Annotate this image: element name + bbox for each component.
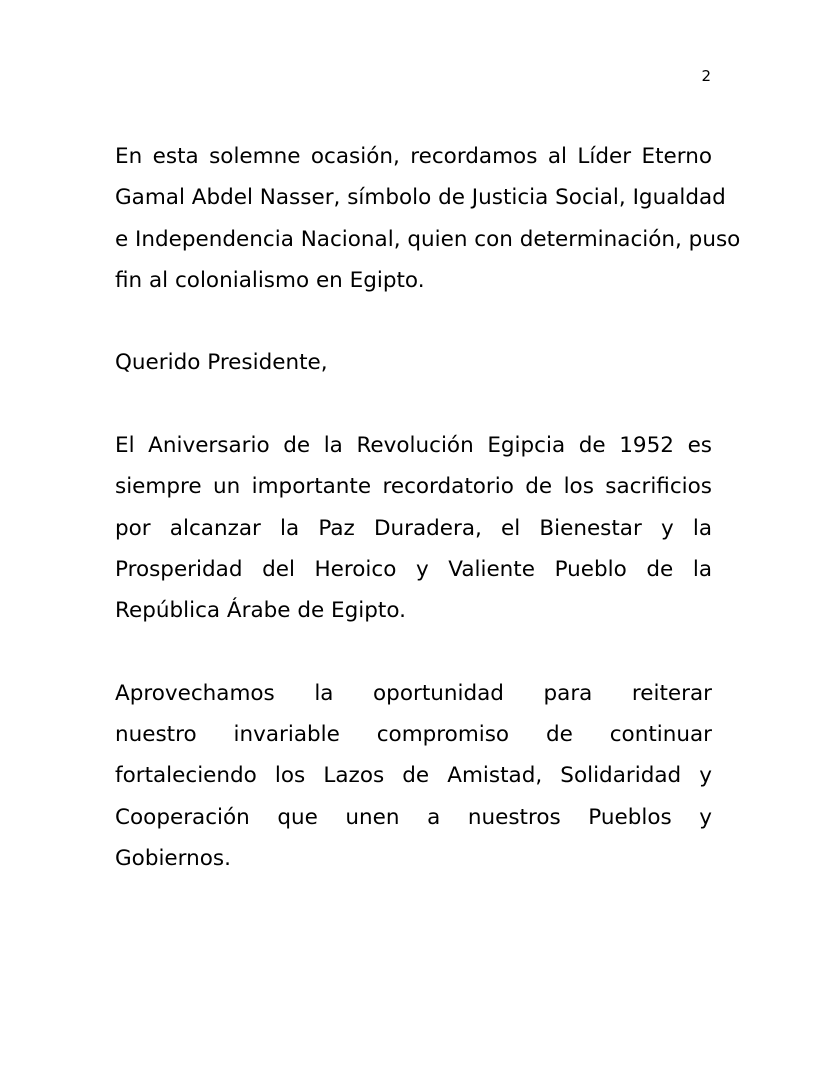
paragraph-tribute-nasser xyxy=(115,136,741,301)
paragraph-line: Gobiernos. xyxy=(115,846,231,872)
paragraph-line: fortaleciendo los Lazos de Amistad, Solidaridad y xyxy=(115,763,712,789)
paragraph-line: Aprovechamos la oportunidad para reiterar xyxy=(115,680,712,706)
paragraph-line: En esta solemne ocasión, recordamos al Líder Eterno xyxy=(115,144,712,169)
paragraph-line: República Árabe de Egipto. xyxy=(115,598,406,624)
salutation-line: Querido Presidente, xyxy=(115,350,328,376)
page-number: 2 xyxy=(701,67,711,85)
paragraph-line: fin al colonialismo en Egipto. xyxy=(115,267,425,293)
paragraph-line: siempre un importante recordatorio de los sacrificios xyxy=(115,474,712,500)
paragraph-line: El Aniversario de la Revolución Egipcia de 1952 es xyxy=(115,433,712,459)
paragraph-commitment xyxy=(115,673,712,879)
paragraph-line: Prosperidad del Heroico y Valiente Pueblo de la xyxy=(115,556,712,582)
paragraph-line: nuestro invariable compromiso de continuar xyxy=(115,722,712,748)
document-body xyxy=(115,136,741,921)
salutation xyxy=(115,342,712,383)
paragraph-anniversary xyxy=(115,425,712,631)
paragraph-line: por alcanzar la Paz Duradera, el Bienestar y la xyxy=(115,515,712,541)
paragraph-line: e Independencia Nacional, quien con determinación, puso xyxy=(115,226,741,252)
paragraph-line: Cooperación que unen a nuestros Pueblos y xyxy=(115,804,712,830)
paragraph-line: Gamal Abdel Nasser, símbolo de Justicia Social, Igualdad xyxy=(115,185,726,211)
